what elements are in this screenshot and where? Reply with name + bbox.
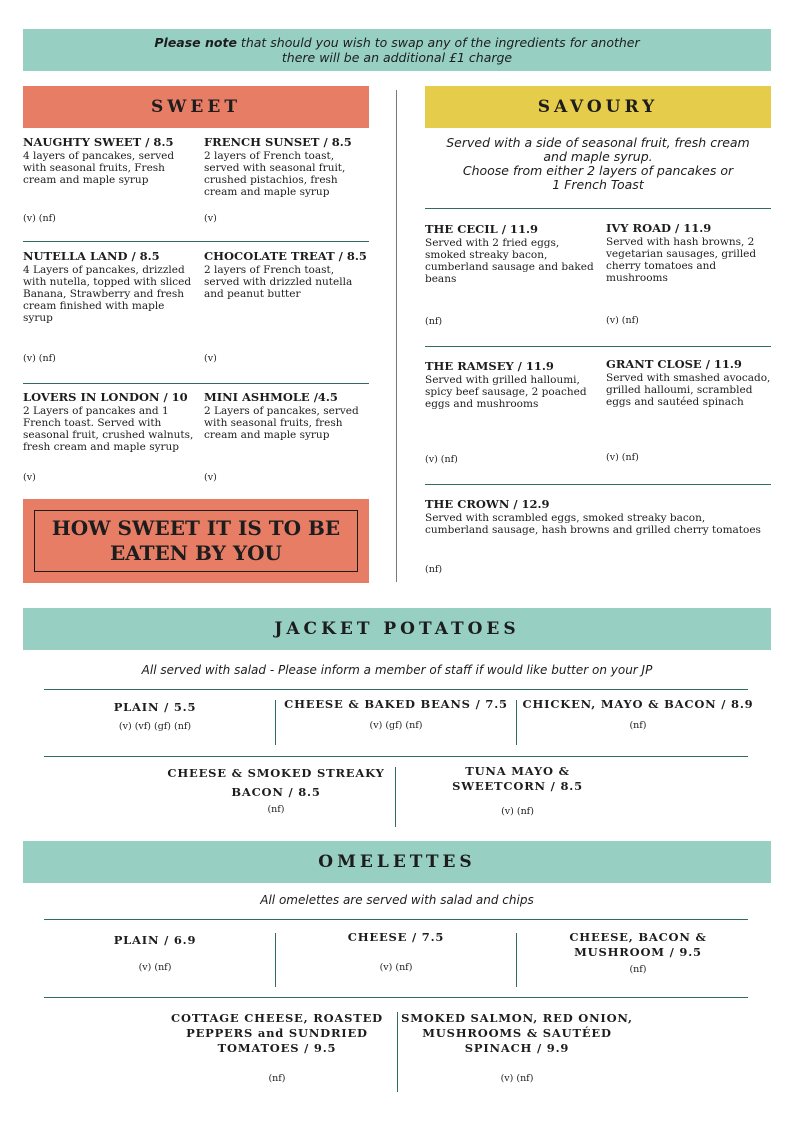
jacket-potatoes-header: JACKET POTATOES [23,608,771,650]
jacket-item [160,764,392,815]
dietary-tags: (v) (nf) [606,452,639,463]
savoury-intro-line: Choose from either 2 layers of pancakes or [462,163,734,178]
item-title-line: MUSHROOM / 9.5 [574,945,702,959]
omelettes-header: OMELETTES [23,841,771,883]
item-description: 2 Layers of pancakes and 1 French toast. Served with seasonal fruit, crushed walnuts, fresh cream and maple syrup [23,405,194,453]
savoury-intro-line: and maple syrup. [543,149,653,164]
item-title: MINI ASHMOLE /4.5 [204,390,338,404]
omelette-item [44,931,266,973]
item-title-line: BACON / 8.5 [231,785,321,799]
menu-item [606,358,774,408]
item-title: LOVERS IN LONDON / 10 [23,390,188,404]
notice-text: that should you wish to swap any of the ingredients for another [236,35,640,50]
item-description: 4 layers of pancakes, served with seasonal fruits, Fresh cream and maple syrup [23,150,175,186]
item-title-line: MUSHROOMS & SAUTÉED [422,1026,612,1040]
item-description: 4 Layers of pancakes, drizzled with nutella, topped with sliced Banana, Strawberry and fresh cream finished with maple syrup [23,264,192,324]
section-rule [44,919,748,920]
item-description: Served with scrambled eggs, smoked streaky bacon, cumberland sausage, hash browns and grilled cherry tomatoes [425,512,761,536]
item-description: Served with hash browns, 2 vegetarian sausages, grilled cherry tomatoes and mushrooms [606,236,757,284]
cell-divider [397,1012,398,1092]
item-title: IVY ROAD / 11.9 [606,221,712,235]
cell-divider [275,700,276,745]
jacket-item [400,764,635,817]
dietary-tags: (v) [204,472,217,483]
item-title: GRANT CLOSE / 11.9 [606,357,742,371]
item-title: THE CROWN / 12.9 [425,497,550,511]
savoury-header: SAVOURY [425,86,771,128]
dietary-tags: (v) (nf) [500,1073,534,1084]
dietary-tags: (v) (nf) [379,962,413,973]
item-title-line: SMOKED SALMON, RED ONION, [401,1011,633,1025]
item-title: NAUGHTY SWEET / 8.5 [23,135,174,149]
dietary-tags: (v) (nf) [23,353,56,364]
dietary-tags: (nf) [629,720,647,731]
dietary-tags: (v) (nf) [23,213,56,224]
item-title: CHEESE / 7.5 [347,930,445,944]
dietary-tags: (nf) [268,1073,286,1084]
savoury-intro-line: 1 French Toast [552,177,644,192]
item-description: Served with smashed avocado, grilled halloumi, scrambled eggs and sautéed spinach [606,372,771,408]
section-rule [23,241,369,242]
dietary-tags: (v) (nf) [138,962,172,973]
menu-item [23,250,195,324]
cell-divider [395,767,396,827]
item-title: CHOCOLATE TREAT / 8.5 [204,249,367,263]
notice-line-2: there will be an additional £1 charge [281,50,513,65]
dietary-tags: (nf) [267,804,285,815]
item-title: NUTELLA LAND / 8.5 [23,249,160,263]
column-divider [396,90,397,582]
menu-item [425,498,765,536]
jacket-intro: All served with salad - Please inform a member of staff if would like butter on your JP [141,663,653,677]
jacket-item [522,695,754,731]
item-title: FRENCH SUNSET / 8.5 [204,135,352,149]
item-title-line: COTTAGE CHEESE, ROASTED [171,1011,383,1025]
dietary-tags: (v) [204,213,217,224]
menu-item [425,223,597,285]
omelette-item [400,1011,634,1084]
dietary-tags: (v) (nf) [425,454,458,465]
item-title-line: TUNA MAYO & [465,764,570,778]
omelette-item [160,1011,394,1084]
slogan-line-1: HOW SWEET IT IS TO BE [51,516,341,540]
sweet-header: SWEET [23,86,369,128]
section-rule [425,208,771,209]
menu-item [606,222,774,284]
item-description: Served with grilled halloumi, spicy beef sausage, 2 poached eggs and mushrooms [425,374,587,410]
item-title-line: CHEESE, BACON & [569,930,707,944]
item-title: CHICKEN, MAYO & BACON / 8.9 [522,697,754,711]
omelette-item [522,930,754,975]
cell-divider [275,933,276,987]
slogan-banner [23,499,369,583]
item-title-line: SPINACH / 9.9 [464,1041,570,1055]
notice-line-1 [154,35,639,50]
section-rule [44,756,748,757]
item-title: THE CECIL / 11.9 [425,222,538,236]
item-description: 2 layers of French toast, served with drizzled nutella and peanut butter [204,264,353,300]
dietary-tags: (v) [23,472,36,483]
section-rule [23,383,369,384]
cell-divider [516,700,517,745]
jacket-item [44,698,266,732]
item-title-line: PEPPERS and SUNDRIED [186,1026,368,1040]
menu-item [425,360,597,410]
slogan-frame [34,510,358,572]
dietary-tags: (nf) [425,316,443,327]
item-title-line: TOMATOES / 9.5 [217,1041,337,1055]
item-title: THE RAMSEY / 11.9 [425,359,554,373]
dietary-tags: (v) (nf) [606,315,639,326]
dietary-tags: (v) (gf) (nf) [369,720,423,731]
dietary-tags: (nf) [425,564,443,575]
item-description: 2 Layers of pancakes, served with seasonal fruits, fresh cream and maple syrup [204,405,359,441]
item-title: PLAIN / 6.9 [113,933,197,947]
menu-item [23,391,195,453]
savoury-intro [425,136,771,192]
notice-bar [23,29,771,71]
menu-item [204,250,372,300]
menu-item [23,136,195,186]
section-rule [425,484,771,485]
section-rule [44,689,748,690]
item-title: CHEESE & BAKED BEANS / 7.5 [284,697,508,711]
item-title-line: CHEESE & SMOKED STREAKY [167,766,385,780]
item-title: PLAIN / 5.5 [113,700,197,714]
dietary-tags: (v) (nf) [501,806,534,817]
section-rule [425,346,771,347]
section-rule [44,997,748,998]
jacket-item [280,695,512,731]
notice-bold: Please note [154,35,237,50]
item-description: Served with 2 fried eggs, smoked streaky bacon, cumberland sausage and baked beans [425,237,594,285]
savoury-intro-line: Served with a side of seasonal fruit, fresh cream [446,135,750,150]
omelette-item [280,928,512,973]
slogan-line-2: EATEN BY YOU [110,541,282,565]
dietary-tags: (nf) [629,964,647,975]
cell-divider [516,933,517,987]
menu-item [204,391,372,441]
item-description: 2 layers of French toast, served with seasonal fruit, crushed pistachios, fresh cream and maple syrup [204,150,346,198]
dietary-tags: (v) [204,353,217,364]
item-title-line: SWEETCORN / 8.5 [452,779,583,793]
dietary-tags: (v) (vf) (gf) (nf) [118,721,192,732]
omelettes-intro: All omelettes are served with salad and chips [260,893,534,907]
menu-item [204,136,372,198]
